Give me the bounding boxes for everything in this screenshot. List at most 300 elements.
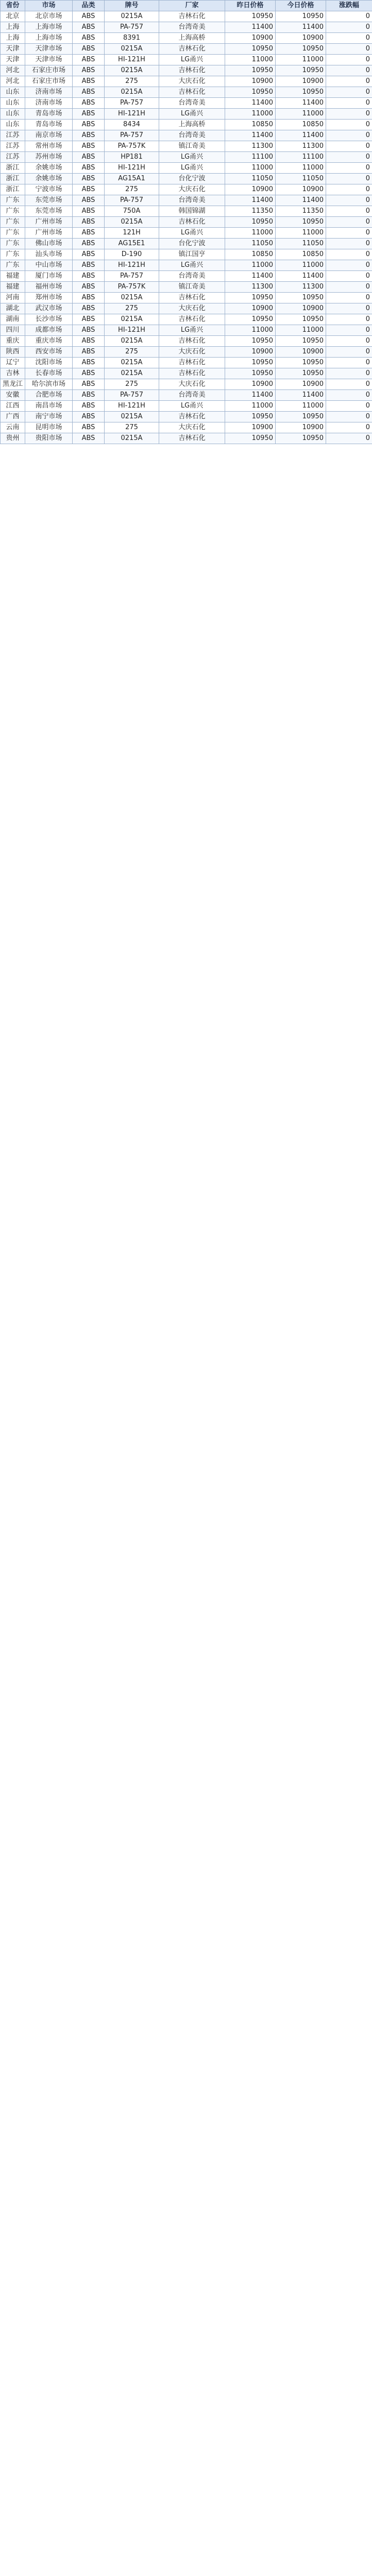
- cell-today-price: 10950: [276, 11, 326, 22]
- table-row: [1, 130, 372, 141]
- cell-market: 上海市场: [25, 33, 73, 44]
- cell-change: 0: [326, 260, 372, 271]
- cell-grade: 750A: [105, 206, 159, 217]
- cell-province: 安徽: [1, 390, 25, 401]
- table-row: [1, 87, 372, 98]
- cell-category: ABS: [73, 184, 105, 195]
- cell-grade: PA-757K: [105, 282, 159, 293]
- header-today-price: 今日价格: [276, 1, 326, 11]
- header-grade: 牌号: [105, 1, 159, 11]
- table-row: [1, 422, 372, 433]
- header-province: 省份: [1, 1, 25, 11]
- cell-manufacturer: 大庆石化: [159, 303, 225, 314]
- cell-change: 0: [326, 174, 372, 184]
- table-row: [1, 163, 372, 174]
- cell-yesterday-price: 11000: [225, 401, 276, 412]
- cell-province: 北京: [1, 11, 25, 22]
- cell-change: 0: [326, 282, 372, 293]
- cell-province: 江苏: [1, 130, 25, 141]
- table-row: [1, 271, 372, 282]
- cell-category: ABS: [73, 195, 105, 206]
- cell-grade: HI-121H: [105, 109, 159, 120]
- cell-yesterday-price: 11000: [225, 325, 276, 336]
- cell-today-price: 11050: [276, 174, 326, 184]
- cell-grade: 0215A: [105, 87, 159, 98]
- cell-change: 0: [326, 412, 372, 422]
- cell-market: 长沙市场: [25, 314, 73, 325]
- header-category: 品类: [73, 1, 105, 11]
- cell-yesterday-price: 11400: [225, 195, 276, 206]
- cell-grade: 0215A: [105, 314, 159, 325]
- cell-grade: 275: [105, 422, 159, 433]
- cell-change: 0: [326, 152, 372, 163]
- cell-change: 0: [326, 44, 372, 55]
- cell-yesterday-price: 11400: [225, 130, 276, 141]
- cell-yesterday-price: 10900: [225, 422, 276, 433]
- cell-market: 中山市场: [25, 260, 73, 271]
- cell-province: 江苏: [1, 141, 25, 152]
- cell-yesterday-price: 11000: [225, 228, 276, 239]
- cell-market: 南京市场: [25, 130, 73, 141]
- cell-grade: PA-757: [105, 271, 159, 282]
- cell-grade: PA-757K: [105, 141, 159, 152]
- cell-today-price: 10900: [276, 303, 326, 314]
- table-row: [1, 314, 372, 325]
- cell-category: ABS: [73, 163, 105, 174]
- cell-province: 上海: [1, 33, 25, 44]
- cell-market: 东莞市场: [25, 206, 73, 217]
- cell-market: 青岛市场: [25, 120, 73, 130]
- cell-category: ABS: [73, 239, 105, 249]
- cell-today-price: 10900: [276, 422, 326, 433]
- cell-manufacturer: 台湾奇美: [159, 390, 225, 401]
- cell-category: ABS: [73, 379, 105, 390]
- cell-category: ABS: [73, 130, 105, 141]
- cell-change: 0: [326, 336, 372, 347]
- cell-manufacturer: LG甬兴: [159, 109, 225, 120]
- cell-province: 江苏: [1, 152, 25, 163]
- header-row: [1, 1, 372, 11]
- cell-yesterday-price: 10950: [225, 368, 276, 379]
- cell-category: ABS: [73, 22, 105, 33]
- cell-manufacturer: 镇江国亨: [159, 249, 225, 260]
- cell-manufacturer: LG甬兴: [159, 55, 225, 65]
- cell-market: 重庆市场: [25, 336, 73, 347]
- cell-today-price: 11350: [276, 206, 326, 217]
- cell-today-price: 11400: [276, 98, 326, 109]
- cell-yesterday-price: 11300: [225, 141, 276, 152]
- cell-today-price: 10950: [276, 87, 326, 98]
- header-yesterday-price: 昨日价格: [225, 1, 276, 11]
- cell-manufacturer: 吉林石化: [159, 368, 225, 379]
- cell-grade: HI-121H: [105, 163, 159, 174]
- cell-yesterday-price: 10900: [225, 347, 276, 358]
- cell-grade: 0215A: [105, 358, 159, 368]
- cell-manufacturer: 吉林石化: [159, 293, 225, 303]
- cell-market: 石家庄市场: [25, 76, 73, 87]
- cell-market: 长春市场: [25, 368, 73, 379]
- cell-manufacturer: 韩国锦湖: [159, 206, 225, 217]
- cell-today-price: 10950: [276, 368, 326, 379]
- cell-province: 广东: [1, 206, 25, 217]
- cell-province: 广东: [1, 260, 25, 271]
- cell-grade: 121H: [105, 228, 159, 239]
- cell-change: 0: [326, 379, 372, 390]
- cell-market: 天津市场: [25, 55, 73, 65]
- cell-today-price: 10950: [276, 293, 326, 303]
- cell-today-price: 10950: [276, 314, 326, 325]
- cell-manufacturer: 吉林石化: [159, 217, 225, 228]
- cell-today-price: 10950: [276, 358, 326, 368]
- cell-province: 广东: [1, 249, 25, 260]
- table-row: [1, 228, 372, 239]
- cell-grade: 0215A: [105, 217, 159, 228]
- cell-market: 常州市场: [25, 141, 73, 152]
- cell-today-price: 10900: [276, 184, 326, 195]
- cell-change: 0: [326, 184, 372, 195]
- cell-change: 0: [326, 433, 372, 444]
- cell-today-price: 11400: [276, 195, 326, 206]
- cell-today-price: 11000: [276, 260, 326, 271]
- cell-category: ABS: [73, 358, 105, 368]
- cell-change: 0: [326, 11, 372, 22]
- cell-grade: 275: [105, 303, 159, 314]
- cell-category: ABS: [73, 282, 105, 293]
- cell-manufacturer: 上海高桥: [159, 120, 225, 130]
- cell-province: 山东: [1, 109, 25, 120]
- cell-manufacturer: LG甬兴: [159, 163, 225, 174]
- cell-category: ABS: [73, 260, 105, 271]
- cell-grade: 0215A: [105, 293, 159, 303]
- cell-grade: PA-757: [105, 195, 159, 206]
- cell-market: 天津市场: [25, 44, 73, 55]
- cell-yesterday-price: 10900: [225, 184, 276, 195]
- cell-market: 东莞市场: [25, 195, 73, 206]
- cell-market: 西安市场: [25, 347, 73, 358]
- table-row: [1, 217, 372, 228]
- cell-change: 0: [326, 22, 372, 33]
- table-row: [1, 249, 372, 260]
- cell-change: 0: [326, 141, 372, 152]
- cell-category: ABS: [73, 65, 105, 76]
- cell-grade: 275: [105, 379, 159, 390]
- cell-grade: HI-121H: [105, 55, 159, 65]
- cell-province: 重庆: [1, 336, 25, 347]
- cell-change: 0: [326, 368, 372, 379]
- cell-grade: HP181: [105, 152, 159, 163]
- cell-change: 0: [326, 130, 372, 141]
- cell-yesterday-price: 10850: [225, 120, 276, 130]
- table-row: [1, 206, 372, 217]
- cell-category: ABS: [73, 303, 105, 314]
- table-row: [1, 120, 372, 130]
- cell-market: 哈尔滨市场: [25, 379, 73, 390]
- cell-today-price: 11000: [276, 228, 326, 239]
- cell-grade: 0215A: [105, 336, 159, 347]
- cell-change: 0: [326, 390, 372, 401]
- table-row: [1, 11, 372, 22]
- cell-today-price: 10950: [276, 412, 326, 422]
- cell-category: ABS: [73, 87, 105, 98]
- cell-manufacturer: 吉林石化: [159, 87, 225, 98]
- cell-province: 天津: [1, 44, 25, 55]
- cell-today-price: 10950: [276, 336, 326, 347]
- cell-today-price: 11300: [276, 282, 326, 293]
- cell-today-price: 11000: [276, 325, 326, 336]
- table-row: [1, 174, 372, 184]
- table-row: [1, 239, 372, 249]
- cell-province: 四川: [1, 325, 25, 336]
- cell-province: 广东: [1, 195, 25, 206]
- cell-category: ABS: [73, 347, 105, 358]
- cell-grade: PA-757: [105, 390, 159, 401]
- table-row: [1, 55, 372, 65]
- cell-province: 山东: [1, 98, 25, 109]
- cell-category: ABS: [73, 141, 105, 152]
- cell-grade: D-190: [105, 249, 159, 260]
- cell-grade: HI-121H: [105, 325, 159, 336]
- cell-category: ABS: [73, 174, 105, 184]
- cell-grade: 8391: [105, 33, 159, 44]
- header-change: 涨跌幅: [326, 1, 372, 11]
- cell-grade: 275: [105, 76, 159, 87]
- cell-province: 福建: [1, 282, 25, 293]
- cell-province: 陕西: [1, 347, 25, 358]
- price-table: [0, 0, 372, 444]
- cell-change: 0: [326, 401, 372, 412]
- cell-province: 广东: [1, 228, 25, 239]
- cell-today-price: 10950: [276, 433, 326, 444]
- cell-yesterday-price: 10900: [225, 76, 276, 87]
- cell-change: 0: [326, 163, 372, 174]
- cell-yesterday-price: 11400: [225, 271, 276, 282]
- cell-yesterday-price: 10950: [225, 87, 276, 98]
- cell-yesterday-price: 11300: [225, 282, 276, 293]
- table-row: [1, 76, 372, 87]
- table-row: [1, 325, 372, 336]
- cell-grade: PA-757: [105, 130, 159, 141]
- cell-yesterday-price: 10950: [225, 217, 276, 228]
- cell-today-price: 10950: [276, 44, 326, 55]
- cell-yesterday-price: 10950: [225, 358, 276, 368]
- cell-yesterday-price: 11100: [225, 152, 276, 163]
- cell-yesterday-price: 11000: [225, 109, 276, 120]
- cell-market: 贵阳市场: [25, 433, 73, 444]
- table-row: [1, 347, 372, 358]
- cell-change: 0: [326, 293, 372, 303]
- cell-yesterday-price: 11400: [225, 22, 276, 33]
- cell-today-price: 11000: [276, 55, 326, 65]
- cell-market: 南宁市场: [25, 412, 73, 422]
- cell-yesterday-price: 11050: [225, 174, 276, 184]
- cell-category: ABS: [73, 271, 105, 282]
- cell-manufacturer: 台湾奇美: [159, 130, 225, 141]
- cell-today-price: 10900: [276, 76, 326, 87]
- cell-grade: 8434: [105, 120, 159, 130]
- cell-market: 成都市场: [25, 325, 73, 336]
- cell-today-price: 11100: [276, 152, 326, 163]
- cell-manufacturer: 吉林石化: [159, 44, 225, 55]
- cell-market: 济南市场: [25, 87, 73, 98]
- cell-grade: HI-121H: [105, 401, 159, 412]
- table-row: [1, 184, 372, 195]
- cell-category: ABS: [73, 217, 105, 228]
- cell-market: 余姚市场: [25, 163, 73, 174]
- cell-grade: PA-757: [105, 98, 159, 109]
- cell-manufacturer: 大庆石化: [159, 76, 225, 87]
- cell-manufacturer: 镇江奇美: [159, 141, 225, 152]
- cell-today-price: 11000: [276, 163, 326, 174]
- cell-yesterday-price: 10850: [225, 249, 276, 260]
- cell-today-price: 11400: [276, 22, 326, 33]
- cell-today-price: 11300: [276, 141, 326, 152]
- cell-manufacturer: 吉林石化: [159, 314, 225, 325]
- cell-today-price: 10900: [276, 347, 326, 358]
- cell-market: 汕头市场: [25, 249, 73, 260]
- cell-manufacturer: 吉林石化: [159, 65, 225, 76]
- cell-today-price: 10900: [276, 33, 326, 44]
- cell-province: 山东: [1, 87, 25, 98]
- cell-province: 广西: [1, 412, 25, 422]
- cell-market: 余姚市场: [25, 174, 73, 184]
- cell-yesterday-price: 10950: [225, 11, 276, 22]
- cell-yesterday-price: 11000: [225, 163, 276, 174]
- cell-manufacturer: 大庆石化: [159, 379, 225, 390]
- table-row: [1, 303, 372, 314]
- table-row: [1, 412, 372, 422]
- cell-category: ABS: [73, 336, 105, 347]
- table-row: [1, 401, 372, 412]
- cell-market: 青岛市场: [25, 109, 73, 120]
- cell-today-price: 10900: [276, 379, 326, 390]
- table-row: [1, 368, 372, 379]
- cell-province: 浙江: [1, 174, 25, 184]
- cell-market: 佛山市场: [25, 239, 73, 249]
- cell-manufacturer: 台化宁波: [159, 174, 225, 184]
- cell-change: 0: [326, 76, 372, 87]
- cell-category: ABS: [73, 228, 105, 239]
- cell-manufacturer: 大庆石化: [159, 347, 225, 358]
- cell-today-price: 10850: [276, 249, 326, 260]
- cell-today-price: 10950: [276, 65, 326, 76]
- cell-category: ABS: [73, 76, 105, 87]
- table-row: [1, 152, 372, 163]
- cell-province: 黑龙江: [1, 379, 25, 390]
- table-row: [1, 65, 372, 76]
- cell-province: 山东: [1, 120, 25, 130]
- cell-yesterday-price: 10950: [225, 44, 276, 55]
- cell-market: 济南市场: [25, 98, 73, 109]
- cell-province: 浙江: [1, 184, 25, 195]
- cell-market: 沈阳市场: [25, 358, 73, 368]
- cell-change: 0: [326, 239, 372, 249]
- cell-province: 贵州: [1, 433, 25, 444]
- cell-change: 0: [326, 249, 372, 260]
- header-market: 市场: [25, 1, 73, 11]
- cell-change: 0: [326, 217, 372, 228]
- cell-manufacturer: 台湾奇美: [159, 22, 225, 33]
- cell-category: ABS: [73, 11, 105, 22]
- table-row: [1, 293, 372, 303]
- cell-category: ABS: [73, 249, 105, 260]
- cell-yesterday-price: 10900: [225, 379, 276, 390]
- table-row: [1, 282, 372, 293]
- table-row: [1, 44, 372, 55]
- cell-manufacturer: 吉林石化: [159, 336, 225, 347]
- cell-province: 河南: [1, 293, 25, 303]
- cell-province: 云南: [1, 422, 25, 433]
- table-row: [1, 141, 372, 152]
- cell-market: 南昌市场: [25, 401, 73, 412]
- cell-category: ABS: [73, 390, 105, 401]
- cell-market: 武汉市场: [25, 303, 73, 314]
- cell-grade: 0215A: [105, 11, 159, 22]
- cell-manufacturer: LG甬兴: [159, 260, 225, 271]
- cell-yesterday-price: 11400: [225, 390, 276, 401]
- cell-yesterday-price: 11000: [225, 55, 276, 65]
- cell-province: 辽宁: [1, 358, 25, 368]
- cell-yesterday-price: 10950: [225, 314, 276, 325]
- cell-manufacturer: 台湾奇美: [159, 98, 225, 109]
- cell-change: 0: [326, 195, 372, 206]
- cell-manufacturer: 镇江奇美: [159, 282, 225, 293]
- cell-market: 宁波市场: [25, 184, 73, 195]
- cell-change: 0: [326, 87, 372, 98]
- cell-today-price: 11400: [276, 390, 326, 401]
- cell-manufacturer: LG甬兴: [159, 152, 225, 163]
- cell-manufacturer: 上海高桥: [159, 33, 225, 44]
- cell-today-price: 10950: [276, 217, 326, 228]
- cell-grade: 0215A: [105, 65, 159, 76]
- table-row: [1, 358, 372, 368]
- cell-grade: 0215A: [105, 412, 159, 422]
- table-row: [1, 98, 372, 109]
- cell-market: 广州市场: [25, 228, 73, 239]
- cell-province: 河北: [1, 76, 25, 87]
- cell-province: 上海: [1, 22, 25, 33]
- cell-province: 广东: [1, 217, 25, 228]
- cell-province: 吉林: [1, 368, 25, 379]
- cell-province: 湖北: [1, 303, 25, 314]
- cell-change: 0: [326, 206, 372, 217]
- cell-grade: 0215A: [105, 44, 159, 55]
- cell-today-price: 11400: [276, 271, 326, 282]
- cell-category: ABS: [73, 33, 105, 44]
- cell-category: ABS: [73, 152, 105, 163]
- cell-market: 合肥市场: [25, 390, 73, 401]
- cell-change: 0: [326, 120, 372, 130]
- cell-change: 0: [326, 271, 372, 282]
- cell-grade: 275: [105, 347, 159, 358]
- table-row: [1, 260, 372, 271]
- cell-change: 0: [326, 314, 372, 325]
- cell-change: 0: [326, 347, 372, 358]
- cell-market: 北京市场: [25, 11, 73, 22]
- cell-category: ABS: [73, 293, 105, 303]
- cell-market: 上海市场: [25, 22, 73, 33]
- cell-yesterday-price: 11050: [225, 239, 276, 249]
- cell-province: 江西: [1, 401, 25, 412]
- cell-category: ABS: [73, 412, 105, 422]
- cell-category: ABS: [73, 55, 105, 65]
- cell-province: 浙江: [1, 163, 25, 174]
- cell-manufacturer: LG甬兴: [159, 228, 225, 239]
- cell-yesterday-price: 11400: [225, 98, 276, 109]
- cell-manufacturer: 吉林石化: [159, 433, 225, 444]
- cell-category: ABS: [73, 433, 105, 444]
- cell-category: ABS: [73, 206, 105, 217]
- cell-yesterday-price: 10950: [225, 336, 276, 347]
